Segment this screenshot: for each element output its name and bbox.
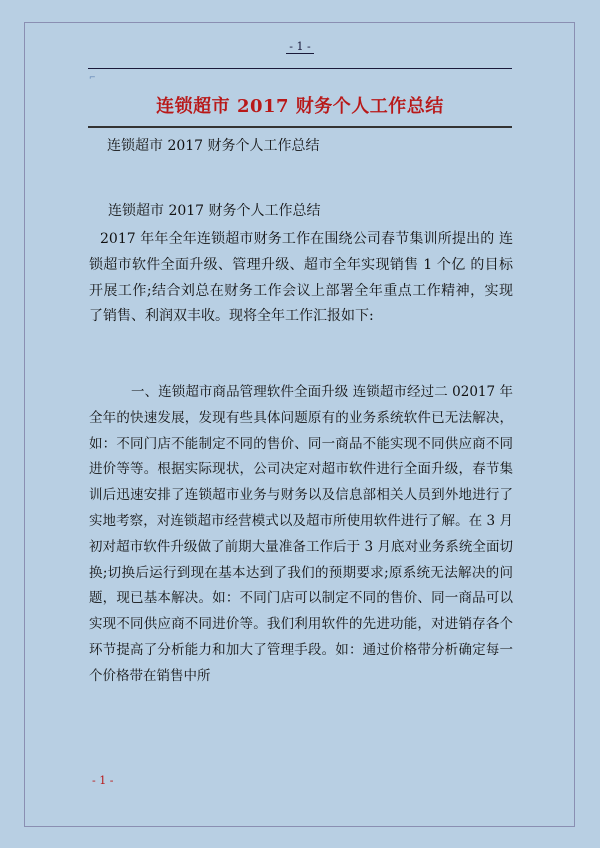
crop-mark-icon: ⌐ bbox=[89, 73, 96, 82]
header-page-number: - 1 - bbox=[0, 40, 600, 53]
document-title: 连锁超市 2017 财务个人工作总结 bbox=[156, 96, 444, 117]
header-divider bbox=[88, 68, 512, 69]
paragraph-intro: 2017 年年全年连锁超市财务工作在围绕公司春节集训所提出的 连锁超市软件全面升级、管理升级、超市全年实现销售 1 个亿 的目标开展工作;结合刘总在财务工作会议上部署全年重点工作精神，实现了销售、利润双丰收。现将全年工作汇报如下: bbox=[89, 231, 513, 325]
section-heading: 连锁超市 2017 财务个人工作总结 bbox=[108, 203, 321, 219]
document-subtitle: 连锁超市 2017 财务个人工作总结 bbox=[107, 138, 320, 154]
footer-page-number: - 1 - bbox=[92, 774, 114, 787]
title-divider bbox=[88, 126, 512, 128]
paragraph-section-1: 一、连锁超市商品管理软件全面升级 连锁超市经过二 02017 年全年的快速发展，发现有些具体问题原有的业务系统软件已无法解决，如：不同门店不能制定不同的售价、同一商品不能实现不同供应商不同进价等等。根据实际现状，公司决定对超市软件进行全面升级，春节集训后迅速安排了连锁超市业务与财务以及信息部相关人员到外地进行了实地考察，对连锁超市经营模式以及超市所使用软件进行了解。在 3 月初对超市软件升级做了前期大量准备工作后于 3 月底对业务系统全面切换;切换后运行到现在基本达到了我们的预期要求;原系统无法解决的问题，现已基本解决。如：不同门店可以制定不同的售价、同一商品可以实现不同供应商不同进价等。我们利用软件的先进功能，对进销存各个环节提高了分析能力和加大了管理手段。如：通过价格带分析确定每一个价格带在销售中所 bbox=[89, 384, 513, 684]
